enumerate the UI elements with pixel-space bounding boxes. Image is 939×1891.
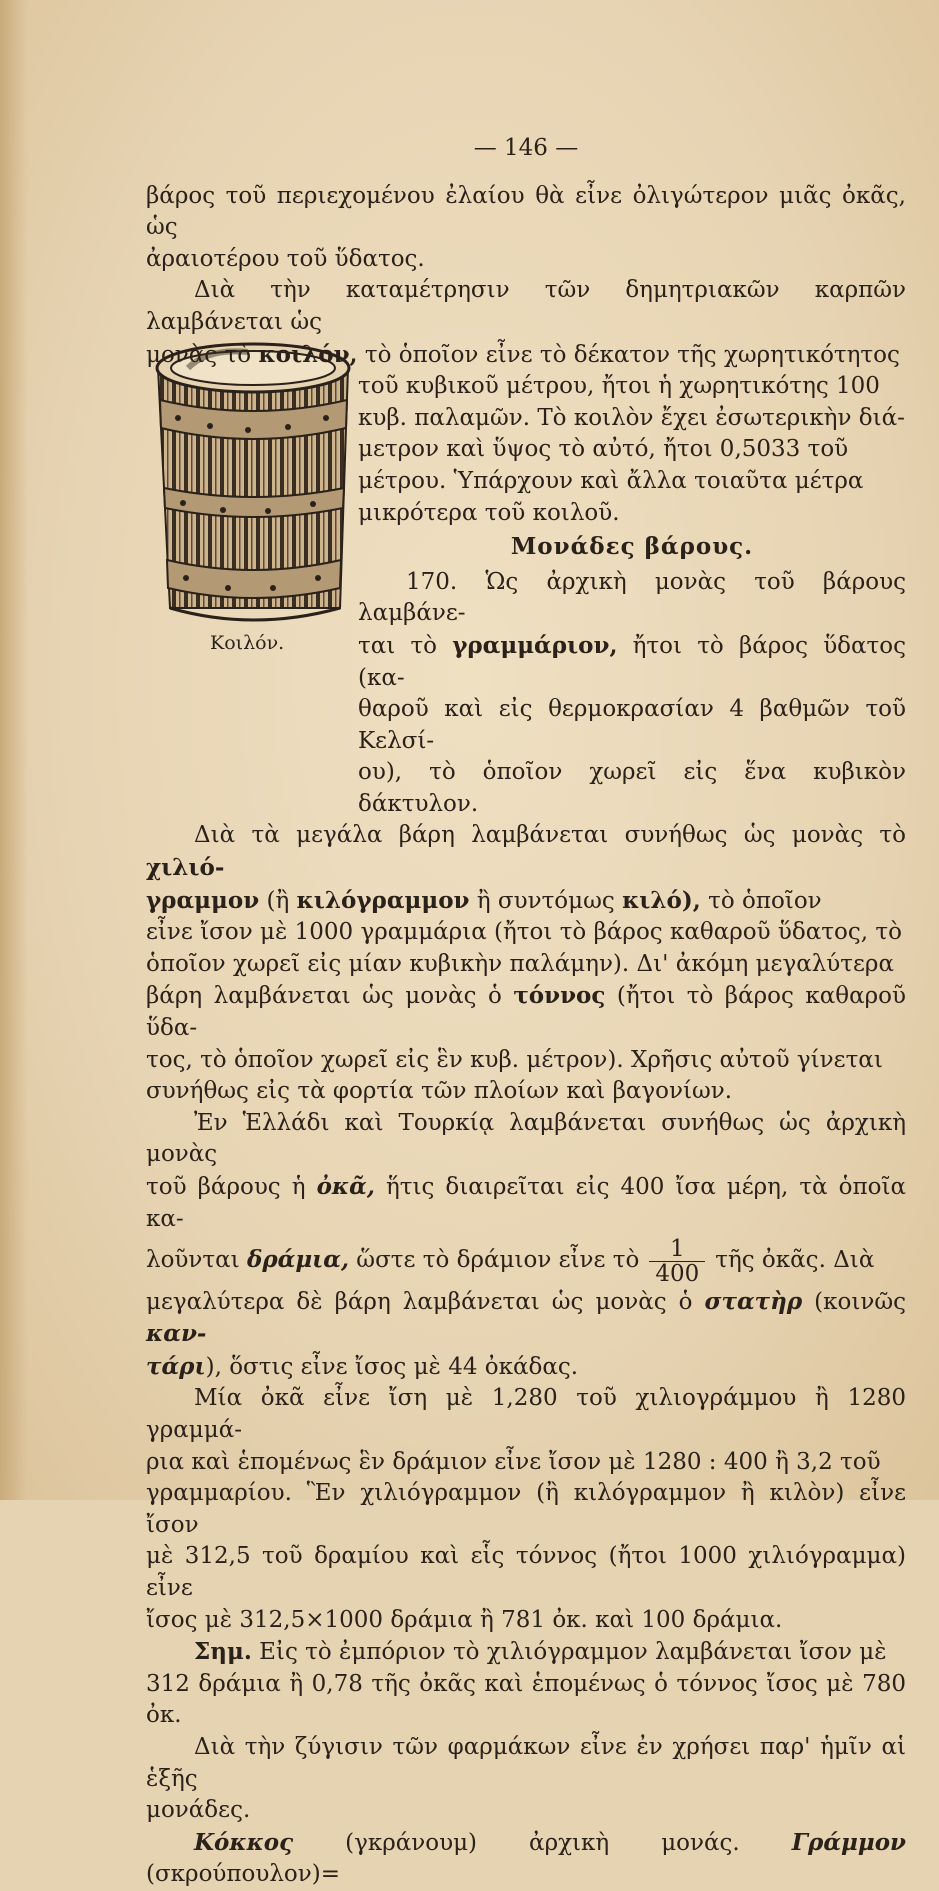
text-line: 312 δράμια ἢ 0,78 τῆς ὀκᾶς καὶ ἑπομένως ὁ τόννος ἴσος μὲ 780 ὀκ. [146,1670,906,1729]
text-line: μεγαλύτερα δὲ βάρη λαμβάνεται ὡς μονὰς ὁ στατὴρ (κοινῶς καν- [146,1287,906,1348]
text-line: μετρον καὶ ὕψος τὸ αὐτό, ἤτοι 0,5033 τοῦ [358,436,849,463]
text-line: ἴσος μὲ 312,5×1000 δράμια ἢ 781 ὀκ. καὶ 100 δράμια. [146,1606,783,1633]
text-line: τος, τὸ ὁποῖον χωρεῖ εἰς ἓν κυβ. μέτρον). Χρῆσις αὐτοῦ γίνεται [146,1046,883,1073]
text-line: Διὰ τὰ μεγάλα βάρη λαμβάνεται συνήθως ὡς μονὰς τὸ χιλιό- [146,822,906,882]
text-line: ρια καὶ ἑπομένως ἓν δράμιον εἶνε ἴσον μὲ 1280 : 400 ἢ 3,2 τοῦ [146,1448,881,1475]
text-line: μέτρου. Ὑπάρχουν καὶ ἄλλα τοιαῦτα μέτρα [358,467,864,494]
term-koilon: κοιλόν, [258,340,358,368]
text-line: Κόκκος (γκράνουμ) ἀρχικὴ μονάς. Γράμμον (σκρούπουλον)= [146,1828,906,1888]
text-line: μὲ 312,5 τοῦ δραμίου καὶ εἷς τόννος (ἤτοι 1000 χιλιόγραμμα) εἶνε [146,1543,906,1602]
text-line: μονάδες. [146,1797,251,1824]
text-line: μικρότερα τοῦ κοιλοῦ. [358,499,620,526]
text-line: τοῦ βάρους ἡ ὀκᾶ, ἥτις διαιρεῖται εἰς 400 ἴσα μέρη, τὰ ὁποῖα κα- [146,1173,907,1232]
text-line: Διὰ τὴν καταμέτρησιν τῶν δημητριακῶν καρπῶν λαμβάνεται ὡς [146,277,906,335]
text-line: Σημ. Εἰς τὸ ἐμπόριον τὸ χιλιόγραμμον λαμβάνεται ἴσον μὲ [194,1638,887,1666]
text-line: 170. Ὡς ἀρχικὴ μονὰς τοῦ βάρους λαμβάνε- [358,568,906,627]
text-line: ἀραιοτέρου τοῦ ὕδατος. [146,245,425,272]
text-line: Μία ὀκᾶ εἶνε ἴση μὲ 1,280 τοῦ χιλιογράμμου ἢ 1280 γραμμά- [146,1385,906,1444]
text-line: μονὰς τὸ κοιλόν, τὸ ὁποῖον εἶνε τὸ δέκατον τῆς χωρητικότητος [146,340,900,368]
text-line: θαροῦ καὶ εἰς θερμοκρασίαν 4 βαθμῶν τοῦ Κελσί- [358,696,906,754]
term-grammarion: γραμμάριον, [452,631,618,659]
text-line: βάρη λαμβάνεται ὡς μονὰς ὁ τόννος (ἤτοι τὸ βάρος καθαροῦ ὕδα- [146,982,906,1042]
text-line: γραμμαρίου. Ἓν χιλιόγραμμον (ἢ κιλόγραμμον ἢ κιλὸν) εἶνε ἴσον [146,1480,906,1538]
text-line: τάρι), ὅστις εἶνε ἴσος μὲ 44 ὀκάδας. [146,1352,579,1380]
text-line: ου), τὸ ὁποῖον χωρεῖ εἰς ἕνα κυβικὸν δάκτυλον. [358,759,906,817]
text-line: εἶνε ἴσον μὲ 1000 γραμμάρια (ἤτοι τὸ βάρος καθαροῦ ὕδατος, τὸ [146,919,902,946]
text-line: συνήθως εἰς τὰ φορτία τῶν πλοίων καὶ βαγονίων. [146,1078,733,1105]
fraction: $\frac{1}{400}$ [649,1237,705,1286]
text-line: βάρος τοῦ περιεχομένου ἐλαίου θὰ εἶνε ὀλιγώτερον μιᾶς ὀκᾶς, ὡς [146,182,906,241]
text-line: γραμμον (ἢ κιλόγραμμον ἢ συντόμως κιλό), τὸ ὁποῖον [146,886,822,914]
text-line: ται τὸ γραμμάριον, ἤτοι τὸ βάρος ὕδατος (κα- [358,631,907,691]
figure-caption: Κοιλόν. [210,632,285,654]
text-line: τοῦ κυβικοῦ μέτρου, ἤτοι ἡ χωρητικότης 100 [358,373,880,400]
text-line: λοῦνται δράμια, ὥστε τὸ δράμιον εἶνε τὸ $\frac{1}{400}$ τῆς ὀκᾶς. Διὰ [146,1235,875,1287]
text-line: ὁποῖον χωρεῖ εἰς μίαν κυβικὴν παλάμην). Δι' ἀκόμη μεγαλύτερα [146,950,894,977]
text-line: Διὰ τὴν ζύγισιν τῶν φαρμάκων εἶνε ἐν χρήσει παρ' ἡμῖν αἱ ἑξῆς [146,1734,906,1792]
page-edge-shadow [0,0,28,1500]
text-line: κυβ. παλαμῶν. Τὸ κοιλὸν ἔχει ἐσωτερικὴν διά- [358,404,905,431]
section-heading: Μονάδες βάρους. [510,533,754,561]
page-text [146,133,906,1891]
note-label: Σημ. [194,1638,252,1666]
page-number: — 146 — [473,135,579,161]
text-line: Ἐν Ἑλλάδι καὶ Τουρκίᾳ λαμβάνεται συνήθως ὡς ἀρχικὴ μονὰς [146,1109,906,1168]
